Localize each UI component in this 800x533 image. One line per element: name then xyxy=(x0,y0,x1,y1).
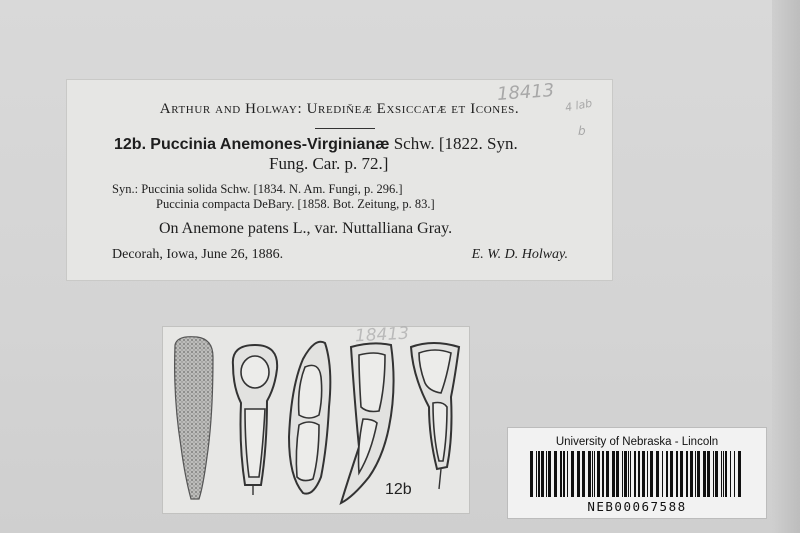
barcode-bar xyxy=(530,451,533,497)
barcode-bar xyxy=(690,451,693,497)
synonym-1: Puccinia solida Schw. [1834. N. Am. Fungi, p. 296.] xyxy=(141,182,403,196)
barcode-bar xyxy=(647,451,648,497)
author-ref-line2: Fung. Car. p. 72.] xyxy=(269,154,389,173)
barcode-bar xyxy=(738,451,741,497)
barcode-bar xyxy=(680,451,683,497)
barcode-bar xyxy=(697,451,700,497)
barcode-bar xyxy=(734,451,735,497)
exsiccata-number: 12b. xyxy=(114,136,147,153)
teliospore-drawing xyxy=(163,327,469,513)
pencil-illus-accession: 18413 xyxy=(354,323,410,347)
barcode-bar xyxy=(606,451,609,497)
barcode-bar xyxy=(707,451,710,497)
sheet-edge xyxy=(772,0,800,533)
species-name: Puccinia Anemones-Virginianæ xyxy=(150,136,390,153)
barcode-bar xyxy=(656,451,659,497)
barcode-bar xyxy=(597,451,600,497)
barcode-bar xyxy=(628,451,629,497)
barcode-bar xyxy=(715,451,718,497)
barcode-bar xyxy=(624,451,627,497)
illustration-caption: 12b xyxy=(385,481,412,498)
pencil-accession: 18413 xyxy=(496,80,555,105)
barcode-bar xyxy=(650,451,653,497)
barcode-bar xyxy=(577,451,580,497)
author-ref-line1: Schw. [1822. Syn. xyxy=(393,134,518,153)
host-line: On Anemone patens L., var. Nuttalliana Gray. xyxy=(159,220,453,237)
barcode-bar xyxy=(642,451,645,497)
barcode-bar xyxy=(638,451,640,497)
specimen-label xyxy=(67,80,612,280)
barcode-bar xyxy=(662,451,663,497)
barcode-bar xyxy=(612,451,615,497)
barcode-bar xyxy=(713,451,714,497)
syn-prefix: Syn.: xyxy=(112,182,139,196)
barcode-bar xyxy=(594,451,595,497)
barcode-bar xyxy=(670,451,673,497)
barcode-bar xyxy=(567,451,568,497)
barcode-bar xyxy=(666,451,668,497)
barcode-bar xyxy=(538,451,540,497)
barcode-bar xyxy=(563,451,565,497)
barcode-bar xyxy=(571,451,574,497)
locality-date: Decorah, Iowa, June 26, 1886. xyxy=(112,247,284,262)
barcode-bar xyxy=(560,451,562,497)
barcode-bars xyxy=(530,451,744,497)
barcode-bar xyxy=(622,451,623,497)
barcode-bar xyxy=(548,451,551,497)
barcode-bar xyxy=(723,451,724,497)
barcode-bar xyxy=(541,451,544,497)
barcode-bar xyxy=(703,451,706,497)
barcode-bar xyxy=(554,451,557,497)
synonym-2: Puccinia compacta DeBary. [1858. Bot. Zeitung, p. 83.] xyxy=(156,197,435,211)
label-title xyxy=(114,134,594,173)
barcode-bar xyxy=(676,451,678,497)
barcode-bar xyxy=(730,451,731,497)
institution-name: University of Nebraska - Lincoln xyxy=(555,436,719,448)
pencil-sheet-note: 4 lab xyxy=(564,96,594,115)
spore-illustration xyxy=(163,323,469,513)
barcode-bar xyxy=(721,451,722,497)
barcode-bar xyxy=(582,451,585,497)
pencil-sheet-letter: b xyxy=(578,124,586,138)
barcode-bar xyxy=(725,451,727,497)
catalog-number: NEB00067588 xyxy=(587,499,687,514)
synonyms xyxy=(112,182,435,212)
label-heading: Arthur and Holway: Urediňeæ Exsiccatæ et Icones. xyxy=(159,101,520,117)
barcode-bar xyxy=(616,451,619,497)
barcode-bar xyxy=(695,451,696,497)
barcode-bar xyxy=(686,451,688,497)
barcode-bar xyxy=(602,451,604,497)
barcode-bar xyxy=(630,451,631,497)
barcode-bar xyxy=(634,451,636,497)
barcode-bar xyxy=(588,451,591,497)
collector: E. W. D. Holway. xyxy=(471,247,568,262)
barcode-label xyxy=(508,428,766,518)
barcode-bar xyxy=(592,451,593,497)
barcode-bar xyxy=(536,451,537,497)
barcode-bar xyxy=(546,451,547,497)
heading-rule xyxy=(315,128,375,129)
